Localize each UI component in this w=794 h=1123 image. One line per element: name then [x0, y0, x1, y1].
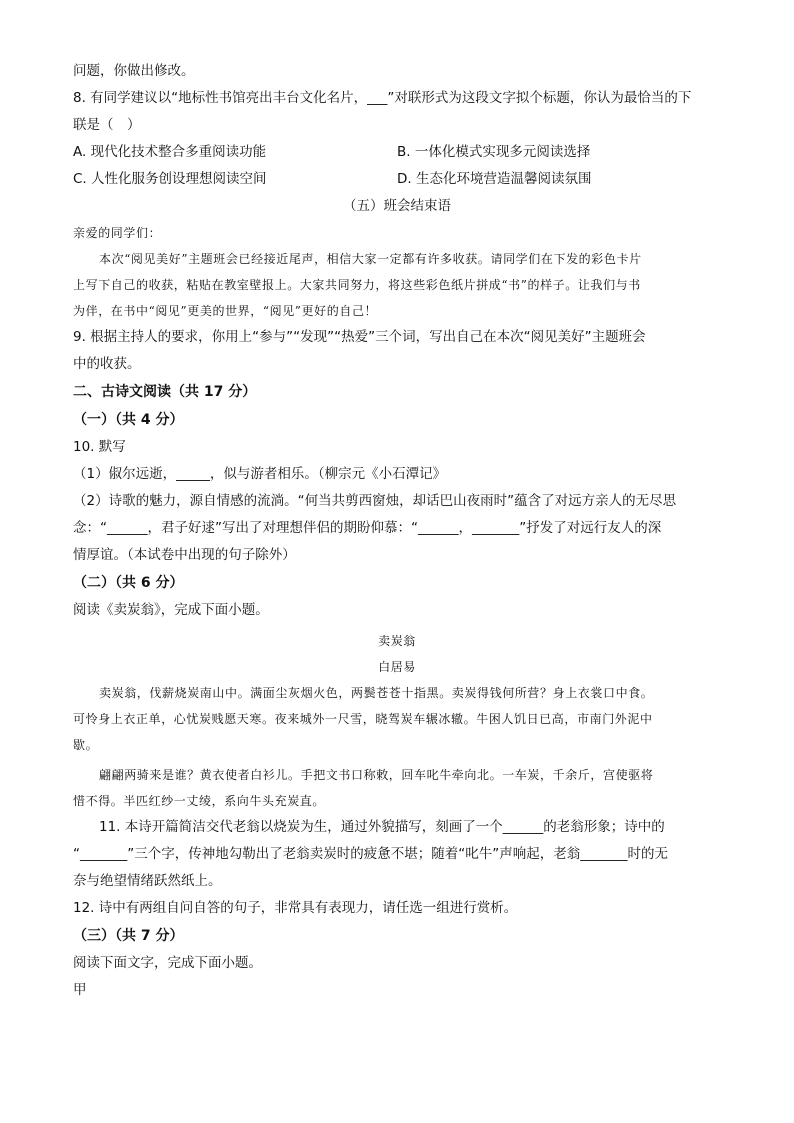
question-10: 10. 默写 [73, 439, 126, 455]
text-line: “_______”三个字，传神地勾勒出了老翁卖炭时的疲惫不堪；随着“叱牛”声响起，老翁_______时的无 [73, 846, 668, 862]
poem-line: 翩翩两骑来是谁？黄衣使者白衫儿。手把文书口称敕，回车叱牛牵向北。一车炭，千余斤，宫使驱将 [99, 768, 654, 782]
question-9: 9. 根据主持人的要求，你用上“参与”“发现”“热爱”三个词，写出自己在本次“阅见美好”主题班会 [73, 329, 646, 345]
question-11: 11. 本诗开篇简洁交代老翁以烧炭为生，通过外貌描写，刻画了一个______的老翁形象；诗中的 [99, 819, 665, 835]
options-row [73, 139, 721, 166]
option-c: C. 人性化服务创设理想阅读空间 [73, 171, 267, 187]
question-8: 8. 有同学建议以“地标性书馆亮出丰台文化名片，___”对联形式为这段文字拟个标题，你认为最恰当的下 [73, 90, 692, 106]
text-line: （1）俶尔远逝，_____，似与游者相乐。（柳宗元《小石潭记》 [73, 466, 447, 482]
text-line: 阅读下面文字，完成下面小题。 [73, 955, 262, 971]
kai-line: 本次“阅见美好”主题班会已经接近尾声，相信大家一定都有许多收获。请同学们在下发的彩色卡片 [99, 252, 642, 266]
poem-author: 白居易 [378, 660, 416, 674]
option-a: A. 现代化技术整合多重阅读功能 [73, 144, 267, 160]
poem-title: 卖炭翁 [378, 634, 416, 648]
poem-line: 歇。 [73, 738, 99, 752]
part-heading: 二、古诗文阅读（共 17 分） [73, 384, 257, 400]
option-d: D. 生态化环境营造温馨阅读氛围 [397, 171, 592, 187]
poem-line: 惜不得。半匹红纱一丈绫，系向牛头充炭直。 [73, 794, 326, 808]
text-line: 甲 [73, 982, 87, 998]
poem-line: 可怜身上衣正单，心忧炭贱愿天寒。夜来城外一尺雪，晓驾炭车辗冰辙。牛困人饥日已高，市南门外泥中 [73, 712, 653, 726]
poem-line: 卖炭翁，伐薪烧炭南山中。满面尘灰烟火色，两鬓苍苍十指黑。卖炭得钱何所营？身上衣裳口中食。 [99, 686, 654, 700]
text-line: 情厚谊。（本试卷中出现的句子除外） [73, 547, 296, 563]
subsection-heading: （二）（共 6 分） [73, 575, 184, 591]
text-line: 中的收获。 [73, 356, 141, 372]
text-line: （2）诗歌的魅力，源自情感的流淌。“何当共剪西窗烛，却话巴山夜雨时”蕴含了对远方亲人的无尽思 [73, 493, 677, 509]
section-heading: （五）班会结束语 [343, 198, 451, 214]
kai-line: 上写下自己的收获，粘贴在教室壁报上。大家共同努力，将这些彩色纸片拼成“书”的样子。让我们与书 [73, 278, 641, 292]
subsection-heading: （三）（共 7 分） [73, 928, 184, 944]
text-line: 问题，你做出修改。 [73, 63, 195, 79]
kai-line: 亲爱的同学们： [73, 226, 162, 240]
text-line: 阅读《卖炭翁》，完成下面小题。 [73, 602, 269, 618]
subsection-heading: （一）（共 4 分） [73, 412, 184, 428]
option-b: B. 一体化模式实现多元阅读选择 [397, 144, 591, 160]
text-line: 念：“______，君子好逑”写出了对理想伴侣的期盼仰慕：“______，_______”抒发了对远行友人的深 [73, 520, 662, 536]
text-line: 奈与绝望情绪跃然纸上。 [73, 873, 222, 889]
options-row [73, 166, 721, 193]
question-12: 12. 诗中有两组自问自答的句子，非常具有表现力，请任选一组进行赏析。 [73, 900, 518, 916]
kai-line: 为伴，在书中“阅见”更美的世界，“阅见”更好的自己！ [73, 304, 378, 318]
text-line: 联是（ ） [73, 117, 141, 133]
exam-page [73, 58, 721, 1004]
